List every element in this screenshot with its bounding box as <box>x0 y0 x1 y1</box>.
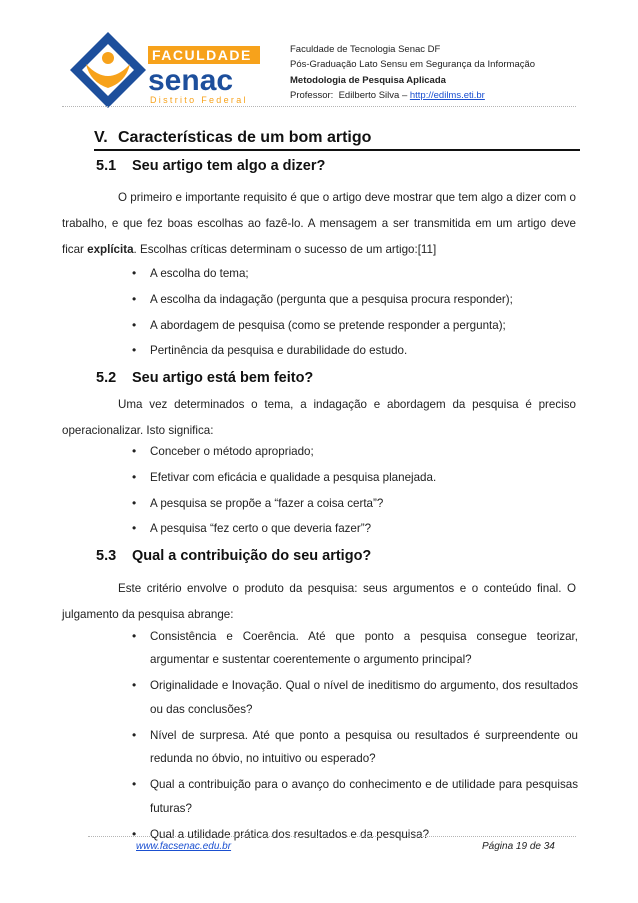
list-item <box>132 339 578 362</box>
paragraph-text: O primeiro e importante requisito é que o artigo deve mostrar que tem algo a dizer com o trabalho, e que fez boas escolhas ao fazê-lo. A mensagem a ser transmitida em um artigo deve ficar <box>62 191 576 257</box>
list-item-text: A pesquisa “fez certo o que deveria fazer”? <box>150 522 372 536</box>
bullet-list-5-3 <box>132 625 578 849</box>
page-number: Página 19 de 34 <box>482 841 555 852</box>
section-title: Características de um bom artigo <box>118 129 372 146</box>
bullet-icon: • <box>132 266 137 280</box>
section-heading <box>94 129 580 151</box>
professor-url-link[interactable]: http://edilms.eti.br <box>409 90 485 102</box>
bullet-icon: • <box>132 495 137 510</box>
header-info <box>290 42 535 104</box>
subsection-title: Qual a contribuição do seu artigo? <box>132 548 372 564</box>
list-item-text: A escolha do tema; <box>150 267 249 280</box>
list-item <box>132 625 578 672</box>
list-item <box>132 314 578 337</box>
subsection-number: 5.1 <box>96 158 117 174</box>
paragraph-5-3: Este critério envolve o produto da pesquisa: seus argumentos e o conteúdo final. O julgamento da pesquisa abrange: <box>62 582 576 622</box>
header-divider <box>62 106 576 107</box>
list-item-text: A escolha da indagação (pergunta que a pesquisa procura responder); <box>150 292 513 306</box>
bullet-icon: • <box>132 727 137 742</box>
subsection-heading-5-2 <box>96 369 313 387</box>
subsection-number: 5.2 <box>96 370 117 386</box>
list-item <box>132 466 578 489</box>
logo-faculdade-text: FACULDADE <box>152 47 252 63</box>
course-name: Metodologia de Pesquisa Aplicada <box>290 74 446 86</box>
bullet-icon: • <box>132 291 137 306</box>
subsection-title: Seu artigo está bem feito? <box>132 370 314 386</box>
bullet-icon: • <box>132 444 137 458</box>
subsection-heading-5-3 <box>96 547 371 565</box>
bullet-icon: • <box>132 521 137 536</box>
list-item-text: Qual a utilidade prática dos resultados e da pesquisa? <box>150 827 430 841</box>
logo-emblem <box>70 32 146 108</box>
logo-senac-text: senac <box>148 64 234 97</box>
section-number: V. <box>94 129 108 146</box>
list-item-text: A abordagem de pesquisa (como se pretende responder a pergunta); <box>150 318 506 332</box>
list-item-text: Nível de surpresa. Até que ponto a pesquisa ou resultados é surpreendente ou redunda no óbvio, no intuitivo ou esperado? <box>150 728 578 766</box>
list-item <box>132 724 578 771</box>
paragraph-5-1 <box>62 185 576 264</box>
list-item <box>132 262 578 285</box>
bullet-list-5-1 <box>132 262 578 365</box>
bullet-icon: • <box>132 826 137 841</box>
logo-distrito-text: Distrito Federal <box>150 95 248 105</box>
list-item-text: Conceber o método apropriado; <box>150 445 314 458</box>
list-item <box>132 440 578 463</box>
list-item-text: Consistência e Coerência. Até que ponto a pesquisa consegue teorizar, argumentar e sustentar coerentemente o argumento principal? <box>150 630 578 667</box>
footer-website-link[interactable]: www.facsenac.edu.br <box>136 841 232 852</box>
paragraph-5-2: Uma vez determinados o tema, a indagação e abordagem da pesquisa é preciso operacionalizar. Isto significa: <box>62 398 576 438</box>
senac-logo <box>68 30 278 110</box>
bullet-icon: • <box>132 469 137 484</box>
list-item-text: Pertinência da pesquisa e durabilidade do estudo. <box>150 344 408 358</box>
professor-line <box>290 88 535 103</box>
bullet-icon: • <box>132 678 137 693</box>
paragraph-emphasis: explícita <box>87 243 134 257</box>
professor-name: Edilberto Silva – <box>338 90 410 102</box>
subsection-heading-5-1 <box>96 157 325 175</box>
program-name: Pós-Graduação Lato Sensu em Segurança da Informação <box>290 59 536 71</box>
professor-label: Professor: <box>290 90 334 102</box>
list-item <box>132 773 578 820</box>
list-item-text: A pesquisa se propõe a “fazer a coisa certa”? <box>150 496 384 510</box>
list-item <box>132 288 578 311</box>
bullet-icon: • <box>132 343 137 358</box>
list-item-text: Efetivar com eficácia e qualidade a pesquisa planejada. <box>150 470 437 484</box>
list-item-text: Originalidade e Inovação. Qual o nível de ineditismo do argumento, dos resultados ou das conclusões? <box>150 679 578 716</box>
paragraph-text: . Escolhas críticas determinam o sucesso de um artigo:[11] <box>133 243 437 257</box>
footer-divider <box>88 836 576 837</box>
list-item <box>132 517 578 540</box>
bullet-icon: • <box>132 317 137 332</box>
bullet-icon: • <box>132 777 137 792</box>
list-item <box>132 492 578 515</box>
list-item-text: Qual a contribuição para o avanço do conhecimento e de utilidade para pesquisas futuras? <box>150 778 578 815</box>
list-item <box>132 674 578 721</box>
subsection-number: 5.3 <box>96 548 117 564</box>
bullet-icon: • <box>132 629 137 643</box>
bullet-list-5-2 <box>132 440 578 543</box>
institution-name: Faculdade de Tecnologia Senac DF <box>290 44 441 55</box>
subsection-title: Seu artigo tem algo a dizer? <box>132 158 326 174</box>
